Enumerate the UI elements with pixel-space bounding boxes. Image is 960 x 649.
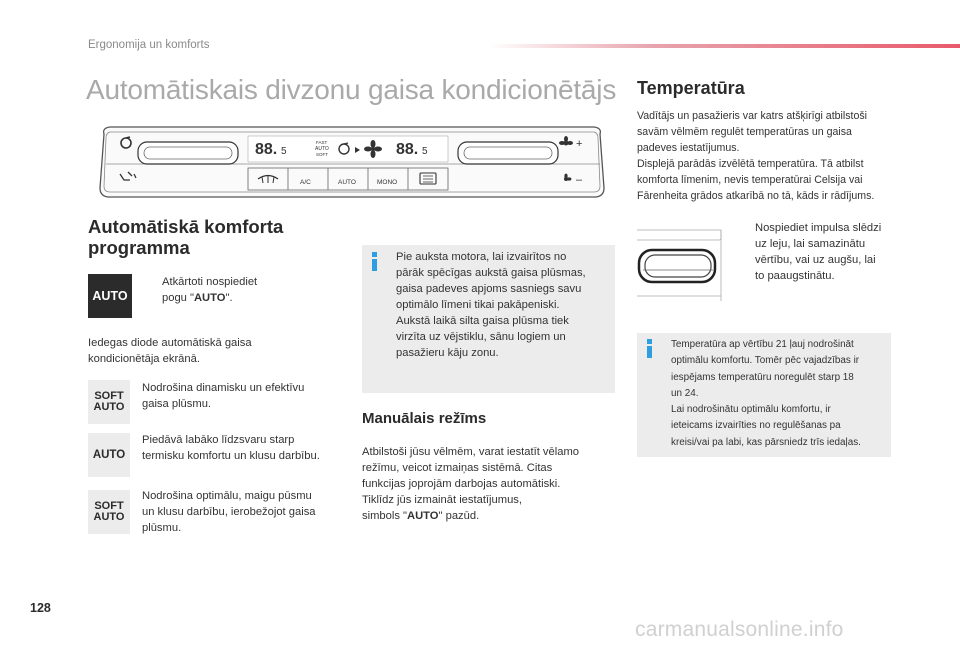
mode1-description [142,380,304,412]
auto-step-text [162,274,257,306]
manual-line: Tiklīdz jūs izmaināt iestatījumus, [362,494,522,506]
page-number: 128 [30,601,51,615]
temp-note-line: un 24. [671,387,699,399]
info-icon-dot [647,339,652,344]
info-icon-dot [372,252,377,257]
temp-note-line: kreisi/vai pa labi, kas pārsniedz trīs iedaļas. [671,436,861,448]
auto-mode-icon [88,433,130,477]
diode-text [88,335,252,367]
mode3-desc3: plūsmu. [142,522,182,534]
header-accent-line [488,44,960,48]
right-temp-unit: 5 [422,146,428,157]
auto-step-post: ". [225,292,233,304]
temperature-heading: Temperatūra [637,78,745,98]
temp-line: Vadītājs un pasažieris var katrs atšķirīgi atbilstoši [637,110,868,122]
auto-program-heading-line1: Automātiskā komforta [88,216,284,237]
info-icon-bar [372,259,377,271]
temp-note-line: Temperatūra ap vērtību 21 ļauj nodrošināt [671,339,854,350]
manual-last-pre: simbols " [362,510,408,522]
mode1-desc1: Nodrošina dinamisku un efektīvu [142,382,305,394]
cold-line: optimālo līmeni tikai pakāpeniski. [396,299,560,311]
cold-engine-text [396,249,612,361]
auto-button-label: AUTO [338,179,356,186]
temp-step-line: to paaugstinātu. [755,270,835,282]
diode-line2: kondicionētāja ekrānā. [88,353,200,365]
mode3-description [142,488,316,536]
cold-line: Pie auksta motora, lai izvairītos no [396,251,567,263]
manual-last-post: " pazūd. [438,510,480,522]
mode-auto-label: AUTO [315,146,329,152]
temp-note-line: ieteicams izvairīties no regulēšanas pa [671,420,841,432]
svg-text:+: + [576,138,583,150]
mode3-desc2: un klusu darbību, ierobežojot gaisa [142,506,316,518]
temp-line: savām vēlmēm regulēt temperatūras un gaisa [637,126,852,138]
mode3-line2: AUTO [93,511,125,523]
auto-program-heading-line2: programma [88,237,190,258]
diode-line1: Iedegas diode automātiskā gaisa [88,337,252,349]
auto-button-icon: AUTO [88,274,132,318]
page-title: Automātiskais divzonu gaisa kondicionētājs [86,74,617,105]
manual-line: Atbilstoši jūsu vēlmēm, varat iestatīt vēlamo [362,446,579,458]
temp-line: padeves iestatījumus. [637,142,740,154]
temperature-switch-illustration [637,228,733,301]
manual-mode-text [362,444,624,524]
cold-engine-info-box [362,245,615,393]
right-temp-display: 88. [396,141,419,158]
temp-note-line: iespējams temperatūru noregulēt starp 18 [671,371,854,383]
left-temp-unit: 5 [281,146,287,157]
temp-line: Displejā parādās izvēlētā temperatūra. Tā atbilst [637,158,864,170]
temperature-info-box [637,333,891,457]
mode1-line1: SOFT [94,390,124,402]
manual-last-bold: AUTO [407,510,439,522]
soft-auto-mode-icon-2 [88,490,130,534]
climate-control-panel-illustration [98,124,606,200]
manual-line: funkcijas joprojām darbojas automātiski. [362,478,561,490]
temperature-step-text [755,220,881,284]
mode-soft-label: SOFT [316,152,328,157]
mode2-desc2: termisku komfortu un klusu darbību. [142,450,320,462]
cold-line: gaisa padeves apjoms sasniegs savu [396,283,582,295]
mono-button-label: MONO [377,179,398,186]
auto-step-pre: pogu " [162,292,194,304]
mode2-line1: AUTO [92,448,126,461]
info-icon-bar [647,346,652,358]
temp-note-line: optimālu komfortu. Tomēr pēc vajadzības ir [671,355,860,367]
temperature-note-text [671,337,889,451]
cold-line: pārāk spēcīgas aukstā gaisa plūsmas, [396,267,586,279]
mode-fast-label: FAST [316,140,328,145]
cold-line: pasažieru kāju zonu. [396,347,499,359]
temp-step-line: vērtību, vai uz augšu, lai [755,254,876,266]
temp-step-line: Nospiediet impulsa slēdzi [755,222,882,234]
temp-step-line: uz leju, lai samazinātu [755,238,866,250]
auto-step-line1: Atkārtoti nospiediet [162,276,258,288]
ac-button-label: A/C [300,179,311,186]
svg-text:–: – [576,174,583,186]
section-header: Ergonomija un komforts [88,39,210,51]
temp-line: Fārenheita grādos atkarībā no tā, kāds ir rādījums. [637,190,875,202]
mode2-desc1: Piedāvā labāko līdzsvaru starp [142,434,295,446]
watermark-link[interactable]: carmanualsonline.info [635,618,844,641]
cold-line: virzīta uz vējstiklu, sānu logiem un [396,331,566,343]
temp-line: komforta līmenim, nevis temperatūrai Celsija vai [637,174,863,186]
auto-step-bold: AUTO [193,292,226,304]
auto-program-heading [88,216,328,258]
mode1-desc2: gaisa plūsmu. [142,398,212,410]
soft-auto-mode-icon [88,380,130,424]
mode1-line2: AUTO [93,401,125,413]
mode2-description [142,432,320,464]
temp-note-line: Lai nodrošinātu optimālu komfortu, ir [671,404,831,416]
temperature-text [637,108,927,204]
manual-mode-heading: Manuālais režīms [362,410,487,427]
mode3-line1: SOFT [94,500,124,512]
mode3-desc1: Nodrošina optimālu, maigu pūsmu [142,490,312,502]
cold-line: Aukstā laikā silta gaisa plūsma tiek [396,315,569,327]
manual-line: režīmu, veicot izmaiņas sistēmā. Citas [362,462,553,474]
left-temp-display: 88. [255,141,278,158]
